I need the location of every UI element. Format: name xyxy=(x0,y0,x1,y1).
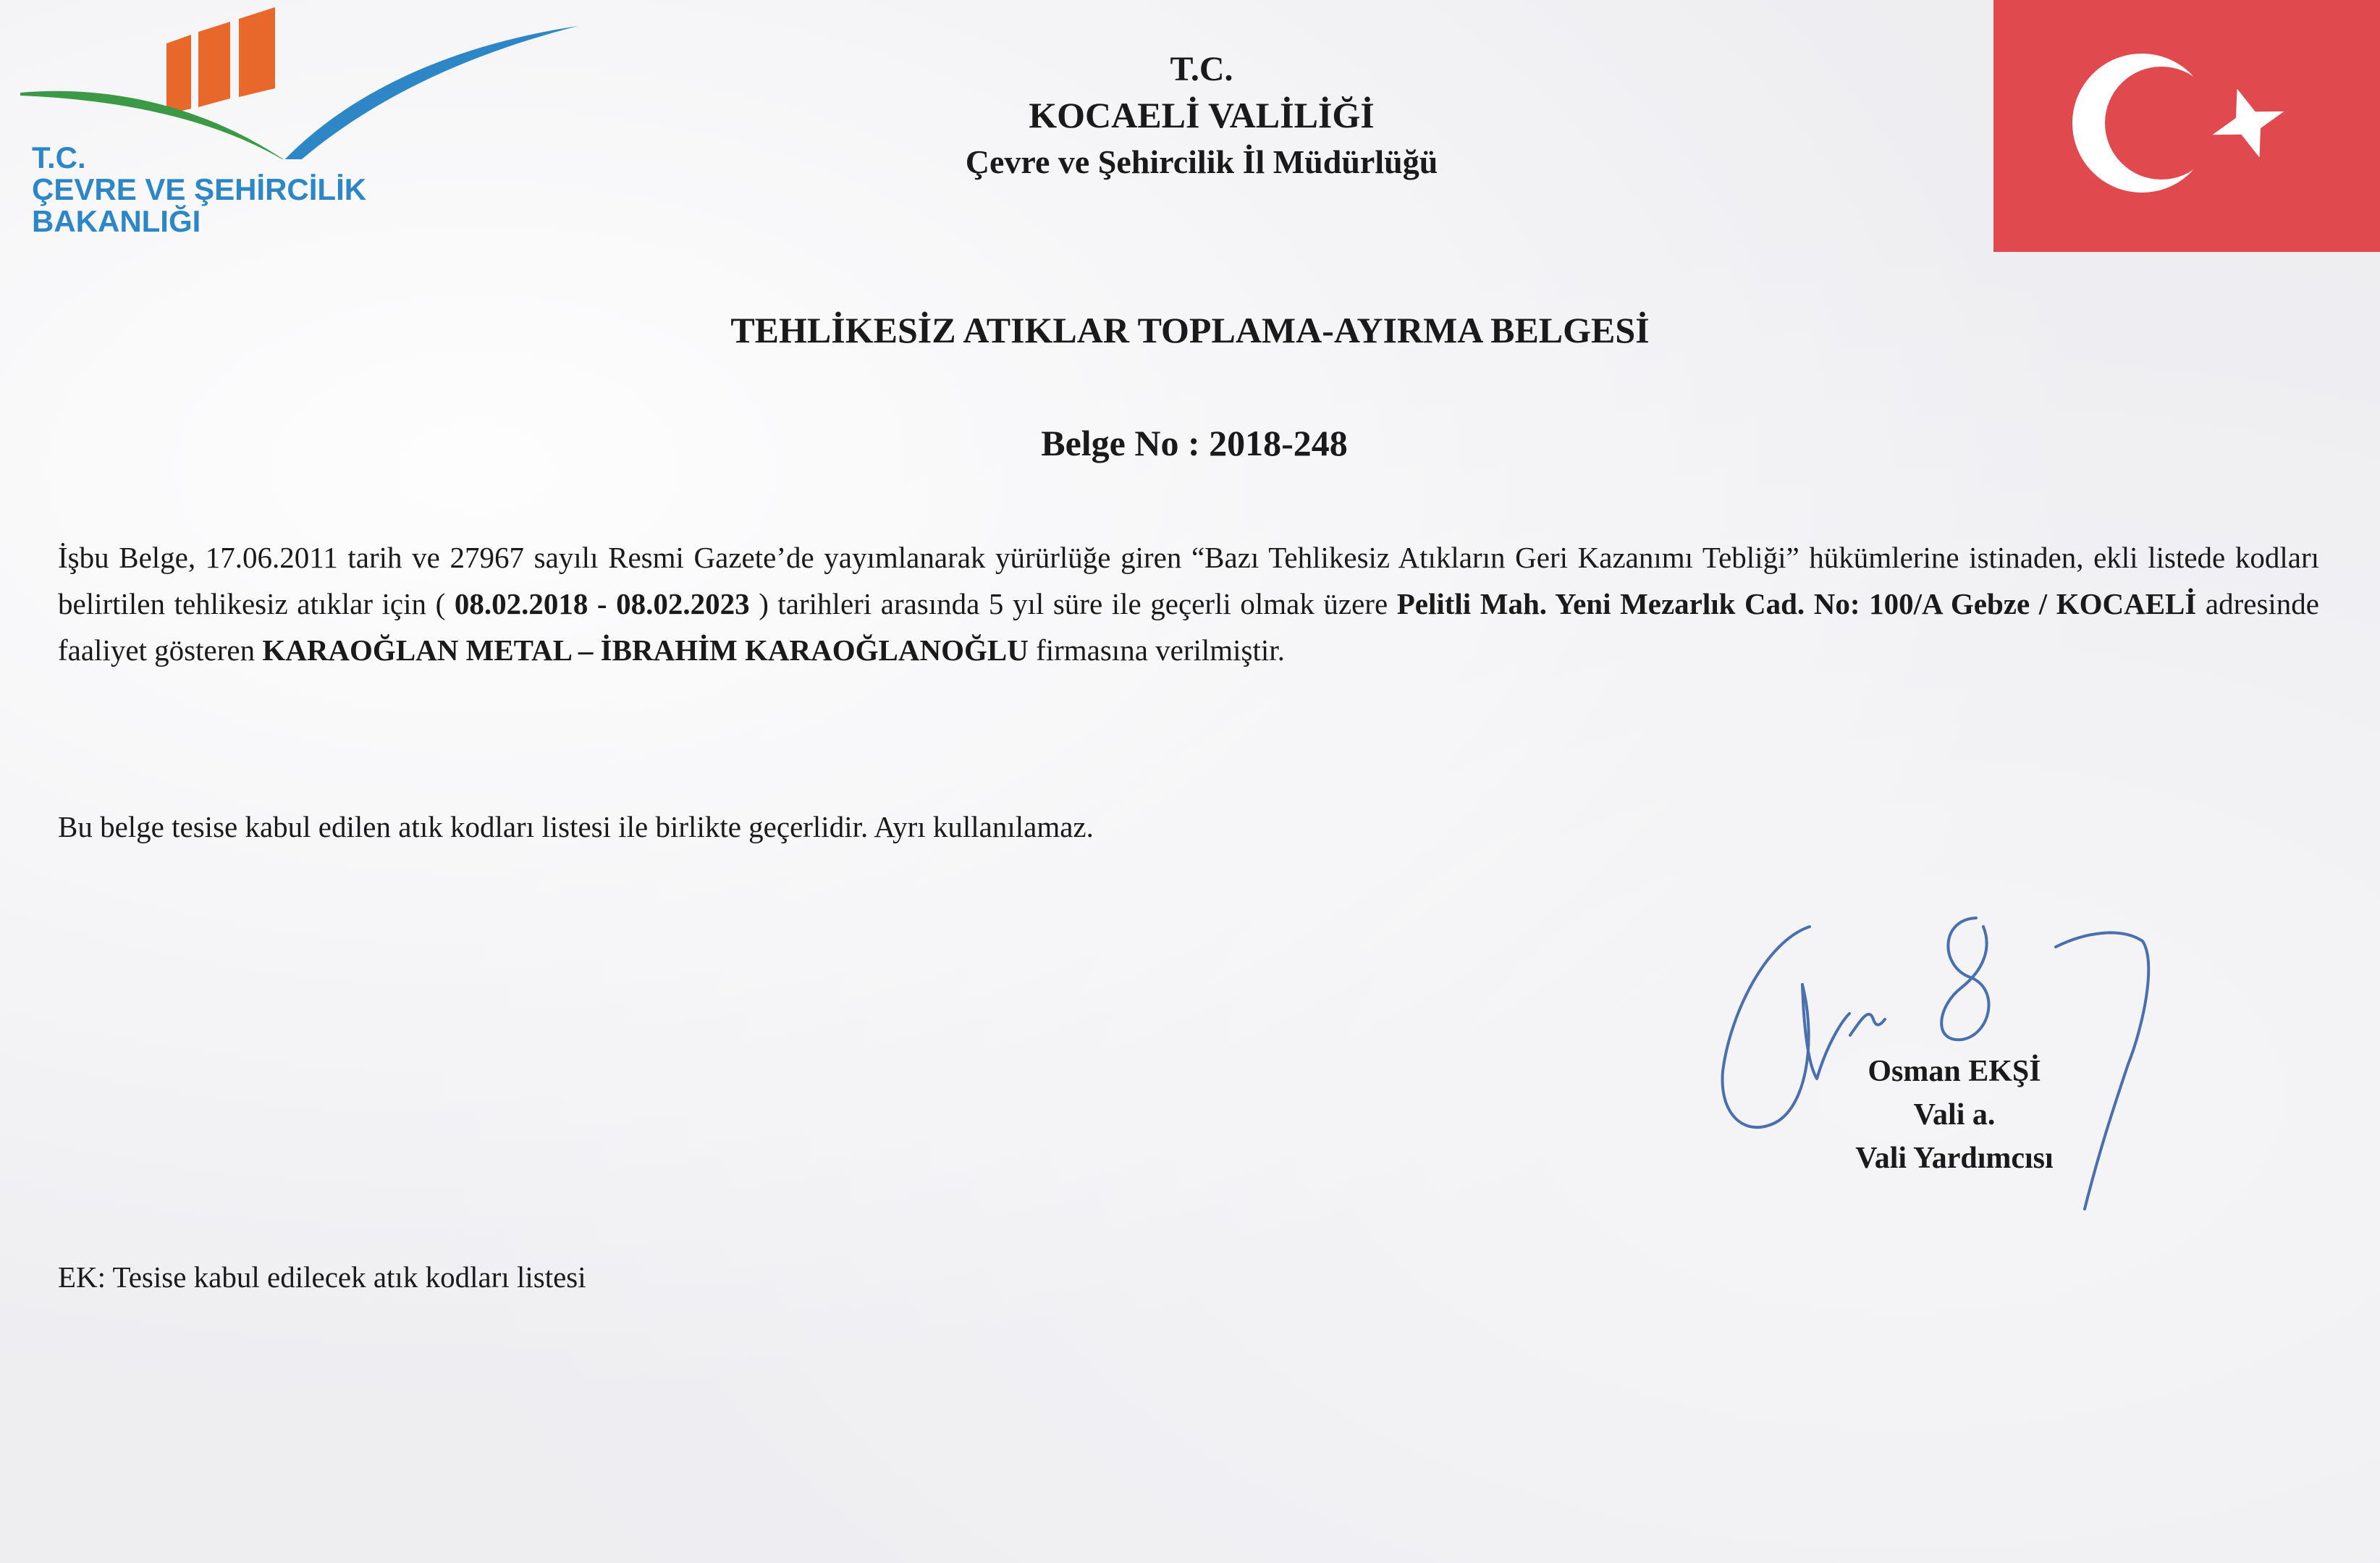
document-number: Belge No : 2018-248 xyxy=(1041,423,1348,463)
facility-address: Pelitli Mah. Yeni Mezarlık Cad. No: 100/A Gebze / KOCAELİ xyxy=(1396,587,2197,620)
header-tc: T.C. xyxy=(1170,50,1233,88)
logo-line-ministry: ÇEVRE VE ŞEHİRCİLİK xyxy=(32,172,367,206)
signer-name: Osman EKŞİ xyxy=(1868,1055,2041,1088)
body-text-1: İşbu Belge, 17.06.2011 tarih ve 27967 sayılı Resmi Gazete’de yayımlanarak yürürlüğe giren “Bazı Tehlikesiz Atıkların Geri Kazanımı Tebliği” hükümlerine istinaden, ekli listede kodları belirtilen tehlikesiz atıklar için ( xyxy=(58,541,2319,620)
body-text-4: firmasına verilmiştir. xyxy=(1028,633,1285,667)
crescent-star-icon xyxy=(1993,0,2380,252)
body-paragraph xyxy=(58,534,2319,673)
company-name: KARAOĞLAN METAL – İBRAHİM KARAOĞLANOĞLU xyxy=(262,633,1029,667)
logo-line-bakanlik: BAKANLIĞI xyxy=(32,204,201,238)
body-text-3: adresinde faaliyet gösteren xyxy=(58,587,2320,667)
validity-dates: 08.02.2018 - 08.02.2023 xyxy=(454,587,750,620)
signer-role-2: Vali Yardımcısı xyxy=(1855,1142,2054,1175)
ministry-logo-mark-icon xyxy=(13,0,592,159)
document-title: TEHLİKESİZ ATIKLAR TOPLAMA-AYIRMA BELGESİ xyxy=(730,310,1650,350)
issuer-header xyxy=(796,48,1607,185)
validity-note: Bu belge tesise kabul edilen atık kodları listesi ile birlikte geçerlidir. Ayrı kullanılamaz. xyxy=(58,810,1094,843)
body-text-2: ) tarihleri arasında 5 yıl süre ile geçerli olmak üzere xyxy=(749,587,1397,620)
turkish-flag xyxy=(1993,0,2380,252)
ministry-logo xyxy=(13,0,592,261)
header-governorship: KOCAELİ VALİLİĞİ xyxy=(1029,95,1375,135)
logo-line-tc: T.C. xyxy=(32,140,86,174)
signer-block xyxy=(1723,1050,2186,1180)
header-directorate: Çevre ve Şehircilik İl Müdürlüğü xyxy=(965,143,1438,180)
annex-line: EK: Tesise kabul edilecek atık kodları listesi xyxy=(58,1260,586,1294)
signer-role-1: Vali a. xyxy=(1913,1098,1996,1132)
